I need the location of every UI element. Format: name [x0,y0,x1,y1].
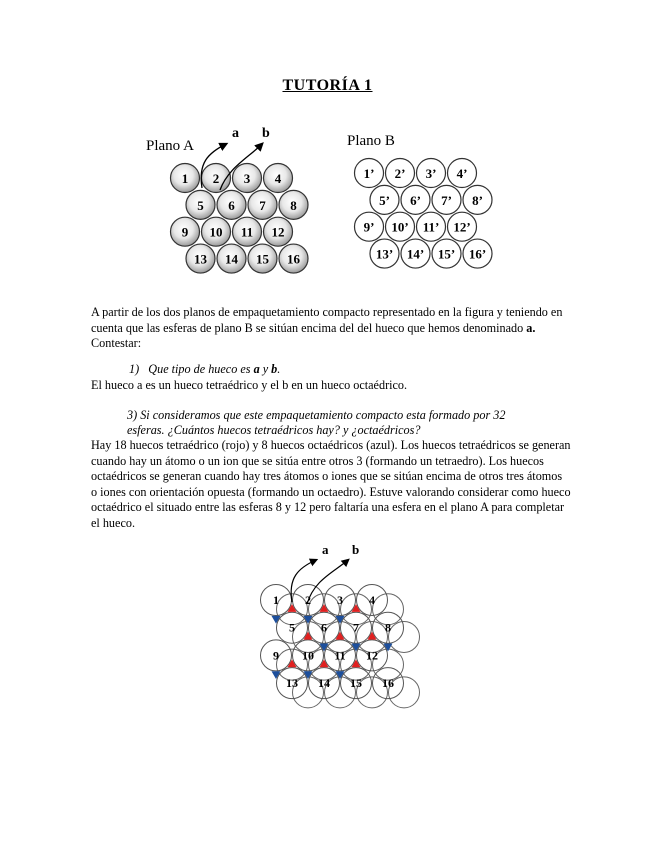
sphere-label: 3 [243,171,251,186]
answer-1: El hueco a es un hueco tetraédrico y el b en un hueco octaédrico. [91,378,408,392]
sphere-label: 4 [369,593,375,607]
sphere-label: 12 [366,648,378,663]
sphere-label: 15 [350,676,362,691]
sphere-label: 16 [382,676,394,691]
question-1-number: 1) [129,362,140,376]
arrow-a-bottom [291,560,316,602]
sphere-label: 4’ [456,166,468,181]
intro-text-end: Contestar: [91,336,142,351]
sphere-label: 7 [259,197,266,213]
sphere-label: 8’ [472,192,483,208]
sphere-label: 13 [194,251,207,267]
sphere-label: 8 [290,197,297,213]
intro-bold: a. [526,320,536,335]
intro-text: A partir de los dos planos de empaquetamiento compacto representado en la figura y teniendo en cuenta que las esferas de plano B se sitúan encima del del hueco que hemos denominado [91,305,563,335]
sphere-label: 11’ [422,219,440,235]
sphere-label: 10’ [391,219,409,235]
sphere-label: 9 [181,224,189,240]
sphere-label: 7 [353,620,359,635]
sphere-label: 5 [289,620,295,635]
packing-planes-figure [140,118,510,283]
sphere-label: 2 [212,171,220,186]
sphere-label: 16 [287,251,300,267]
plane-a-label: Plano A [146,138,194,154]
answer-3: Hay 18 huecos tetraédrico (rojo) y 8 huecos octaédricos (azul). Los huecos tetraédricos se generan cuando hay un átomo o un ion que se sitúa entre otros 3 (formando un tetraedro). Los huecos octaédricos se generan cuando hay tres átomos o iones que se sitúan encima de otros tres átomos o iones con orientación opuesta (formando un octaedro). Estuve valorando considerar como hueco octaédrico el situado entre las esferas 8 y 12 pero faltaría una esfera en el plano A para completar el hueco. [91,438,571,530]
sphere-label: 4 [274,171,282,186]
sphere-label: 10 [209,224,223,240]
plane-b-spheres [355,159,493,269]
question-1 [129,362,280,377]
plane-a-spheres [171,164,309,274]
sphere-label: 16’ [468,246,487,262]
sphere-label: 12 [271,224,285,240]
sphere-label: 10 [302,648,314,663]
upper-sphere [389,621,420,652]
question-1-b: b [271,362,278,376]
question-1-y: y [259,362,272,376]
arrow-a-label-bottom: a [322,542,329,557]
sphere-label: 14 [225,251,238,267]
sphere-label: 14 [318,676,330,691]
sphere-label: 9 [273,648,279,663]
question-1-text: Que tipo de hueco es [148,362,254,376]
sphere-label: 1 [181,171,189,186]
page-title: TUTORÍA 1 [282,77,373,94]
sphere-label: 14’ [406,246,425,262]
question-3-line1: 3) Si consideramos que este empaquetamiento compacto esta formado por 32 [127,408,506,422]
intro-paragraph [91,305,571,352]
sphere-label: 11 [334,648,346,663]
sphere-label: 13 [286,676,298,691]
sphere-label: 13’ [375,246,394,262]
sphere-label: 3’ [425,166,437,181]
sphere-label: 15’ [437,246,456,262]
sphere-label: 2’ [394,166,406,181]
arrow-b-label-top: b [262,126,270,141]
question-3 [127,408,567,438]
arrow-a-label-top: a [232,126,239,141]
lower-layer-spheres [261,585,404,699]
sphere-label: 6 [321,620,327,635]
sphere-label: 11 [240,224,254,240]
holes-figure [252,540,422,710]
sphere-label: 1 [273,593,279,607]
sphere-label: 9’ [363,219,375,235]
question-1-end: . [277,362,281,376]
sphere-label: 5 [197,197,204,213]
sphere-label: 2 [305,593,311,607]
sphere-label: 1’ [363,166,375,181]
sphere-label: 12’ [453,219,471,235]
sphere-label: 3 [337,593,343,607]
sphere-label: 15 [256,251,269,267]
sphere-label: 7’ [441,192,452,208]
sphere-label: 6’ [410,192,421,208]
question-3-line2: esferas. ¿Cuántos huecos tetraédricos hay? y ¿octaédricos? [127,423,421,437]
question-1-a: a [253,362,260,376]
sphere-label: 6 [228,197,235,213]
arrow-b-label-bottom: b [352,542,360,557]
plane-b-label: Plano B [347,133,395,149]
sphere-label: 8 [385,620,391,635]
upper-layer-spheres [277,594,420,708]
sphere-label: 5’ [379,192,390,208]
